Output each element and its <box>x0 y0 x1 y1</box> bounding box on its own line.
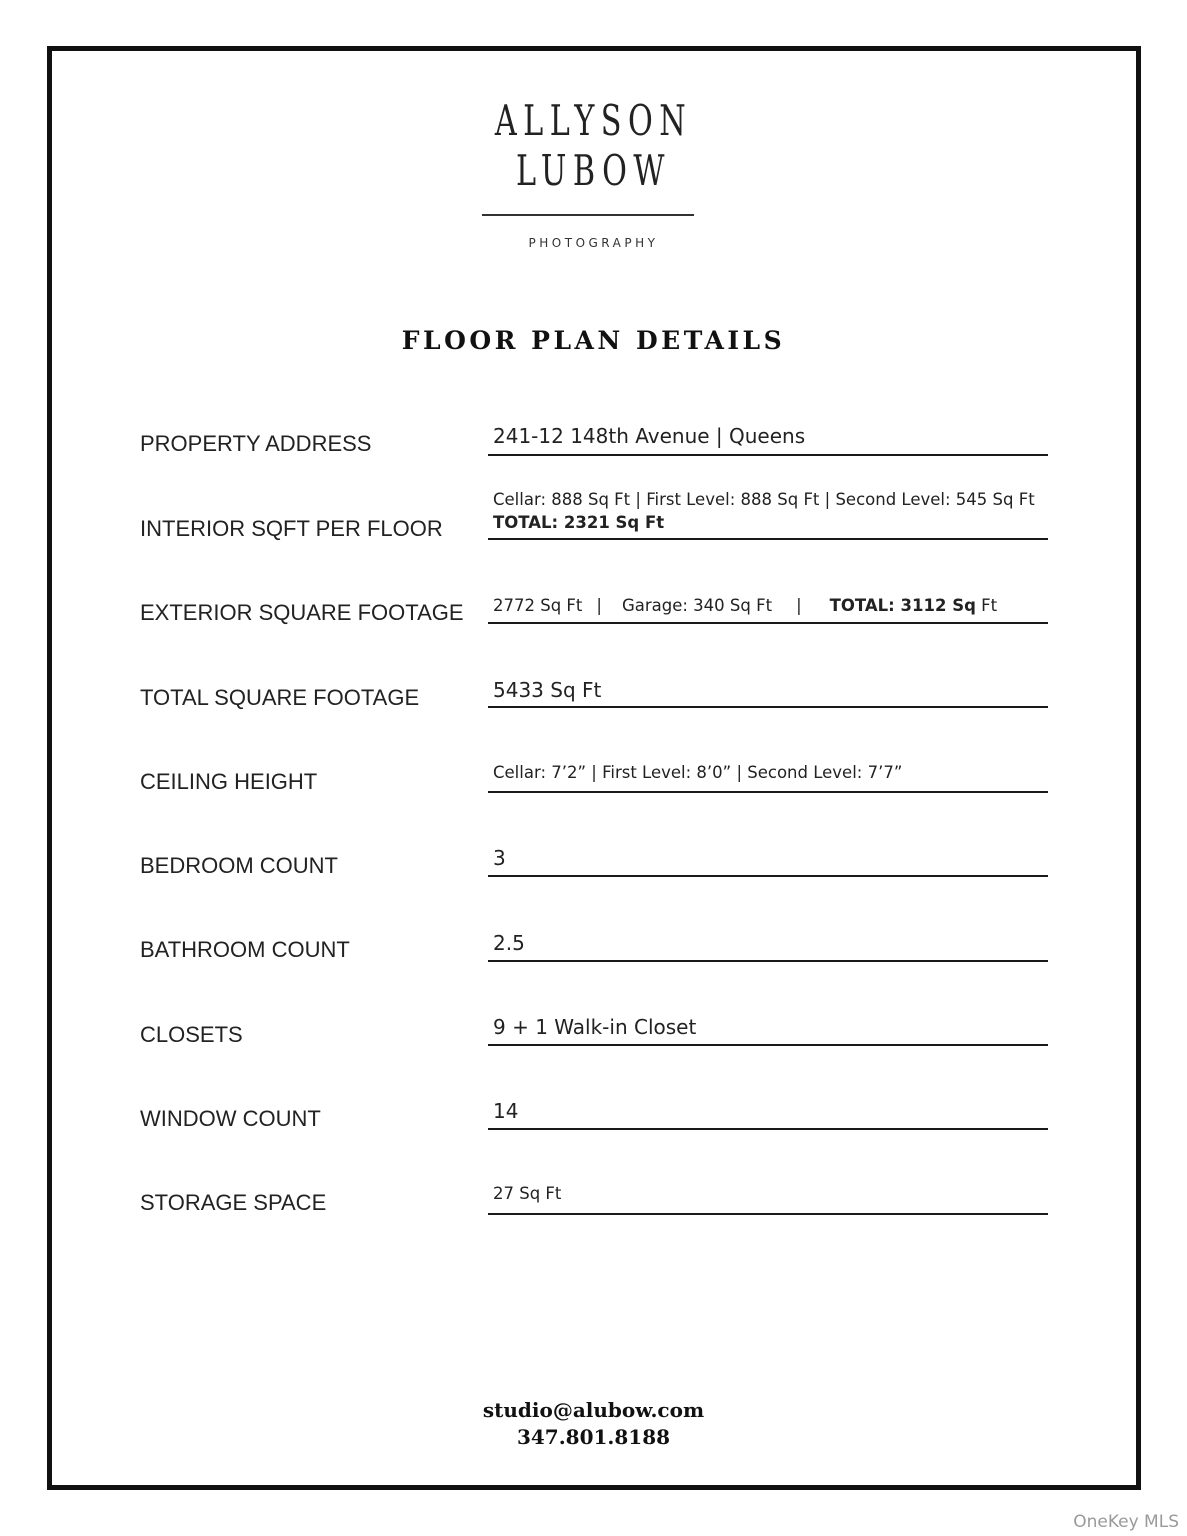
bathroom-count-label: BATHROOM COUNT <box>140 937 350 962</box>
interior-sqft-underline <box>488 538 1048 540</box>
closets-label: CLOSETS <box>140 1022 243 1047</box>
logo-subtitle: PHOTOGRAPHY <box>528 236 659 250</box>
watermark: OneKey MLS <box>1073 1512 1179 1532</box>
interior-sqft-label: INTERIOR SQFT PER FLOOR <box>140 516 443 541</box>
storage-space-label: STORAGE SPACE <box>140 1190 327 1215</box>
window-count-underline <box>488 1128 1048 1130</box>
contact-email[interactable]: studio@alubow.com <box>482 1398 705 1422</box>
storage-space-underline <box>488 1213 1048 1215</box>
total-sqft-value: 5433 Sq Ft <box>493 678 602 702</box>
logo-line-1: ALLYSON <box>494 96 693 145</box>
property-address-underline <box>488 454 1048 456</box>
bathroom-count-underline <box>488 960 1048 962</box>
bedroom-count-underline <box>488 875 1048 877</box>
logo-line-2: LUBOW <box>516 146 671 195</box>
exterior-sqft-separator-2: | <box>796 596 802 615</box>
interior-sqft-value-floors: Cellar: 888 Sq Ft | First Level: 888 Sq Ft | Second Level: 545 Sq Ft <box>493 490 1035 509</box>
total-sqft-underline <box>488 706 1048 708</box>
page-title: FLOOR PLAN DETAILS <box>401 326 786 355</box>
exterior-sqft-garage: Garage: 340 Sq Ft <box>621 596 773 615</box>
storage-space-value: 27 Sq Ft <box>493 1184 562 1203</box>
exterior-sqft-underline <box>488 622 1048 624</box>
exterior-sqft-label: EXTERIOR SQUARE FOOTAGE <box>140 600 464 625</box>
exterior-sqft-total: TOTAL: 3112 Sq <box>829 596 976 615</box>
exterior-sqft-value <box>493 596 997 615</box>
bedroom-count-label: BEDROOM COUNT <box>140 853 338 878</box>
exterior-sqft-total-unit: Ft <box>975 596 998 615</box>
bedroom-count-value: 3 <box>493 846 506 870</box>
closets-value: 9 + 1 Walk-in Closet <box>493 1015 697 1039</box>
total-sqft-label: TOTAL SQUARE FOOTAGE <box>140 685 420 710</box>
ceiling-height-value: Cellar: 7’2” | First Level: 8’0” | Second Level: 7’7” <box>493 763 903 782</box>
window-count-value: 14 <box>493 1099 519 1123</box>
exterior-sqft-separator-1: | <box>596 596 602 615</box>
closets-underline <box>488 1044 1048 1046</box>
window-count-label: WINDOW COUNT <box>140 1106 321 1131</box>
property-address-label: PROPERTY ADDRESS <box>140 431 372 456</box>
interior-sqft-value-total: TOTAL: 2321 Sq Ft <box>493 513 665 532</box>
property-address-value: 241-12 148th Avenue | Queens <box>493 424 806 448</box>
exterior-sqft-part-1: 2772 Sq Ft <box>493 596 583 615</box>
logo-divider <box>482 214 694 216</box>
bathroom-count-value: 2.5 <box>493 931 525 955</box>
ceiling-height-label: CEILING HEIGHT <box>140 769 318 794</box>
ceiling-height-underline <box>488 791 1048 793</box>
contact-phone[interactable]: 347.801.8188 <box>516 1425 671 1449</box>
